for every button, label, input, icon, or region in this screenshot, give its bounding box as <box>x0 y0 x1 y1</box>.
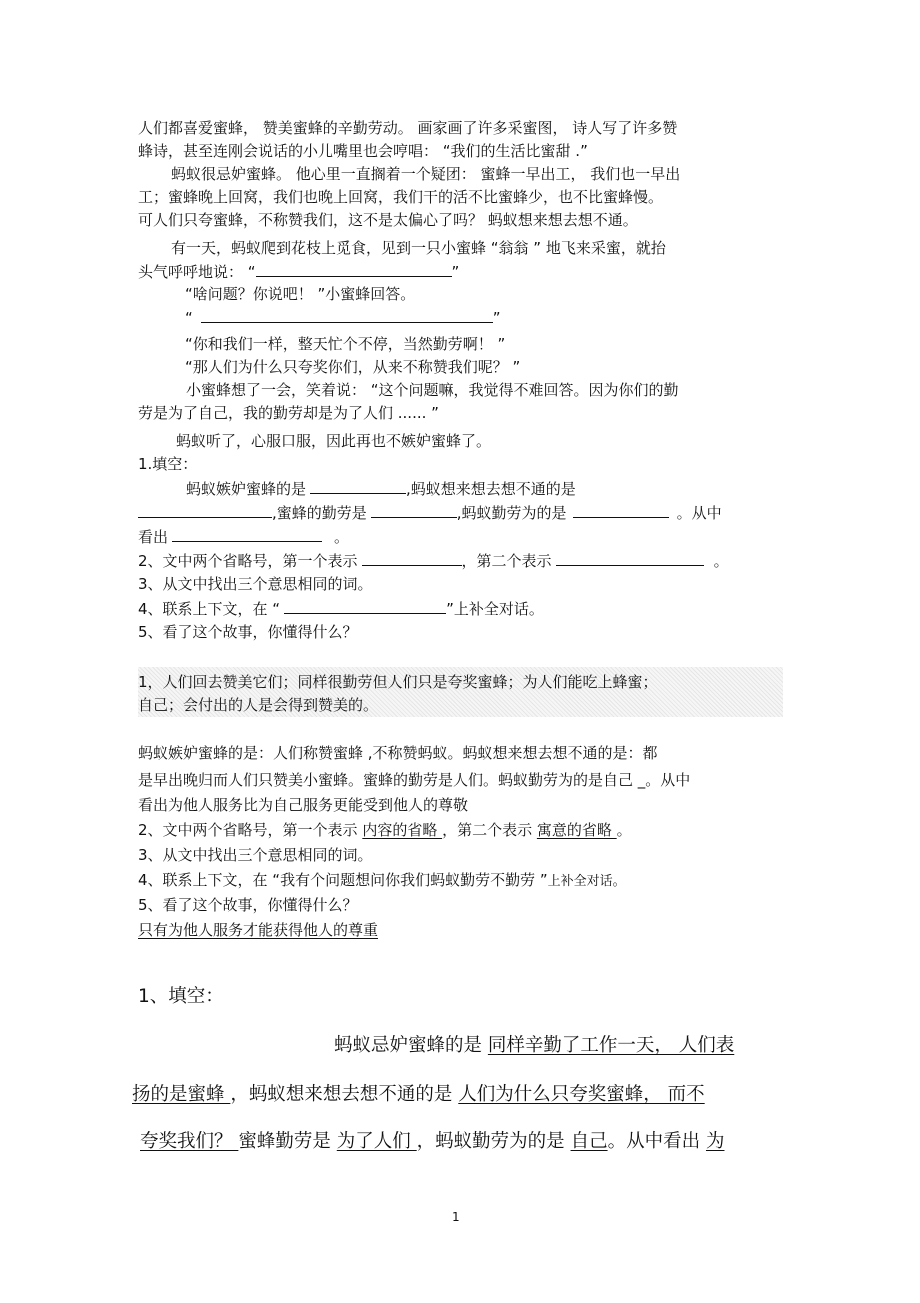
story-text: ” <box>492 309 501 327</box>
question-text: 看出 <box>138 528 169 546</box>
story-line: 人们都喜爱蜜蜂， 赞美蜜蜂的辛勤劳动。 画家画了许多采蜜图， 诗人写了许多赞 <box>138 119 678 137</box>
fill-blank[interactable] <box>371 501 457 518</box>
answer-text: ，蚂蚁想来想去想不通的是 <box>230 1084 459 1105</box>
answer-text: 2、文中两个省略号，第一个表示 <box>138 821 363 839</box>
answer-text: ，蚂蚁勤劳为的是 <box>416 1131 571 1152</box>
story-line <box>138 260 459 283</box>
question-text: 。 <box>713 552 729 570</box>
fill-blank[interactable] <box>138 501 272 518</box>
story-line: 可人们只夸蜜蜂，不称赞我们，这不是太偏心了吗？ 蚂蚁想来想去想不通。 <box>138 211 638 229</box>
question-title: 1.填空： <box>138 455 198 473</box>
question-text: 蚂蚁嫉妒蜜蜂的是 <box>186 480 307 498</box>
answer-underlined: 扬的是蜜蜂 <box>132 1084 231 1105</box>
question-line <box>138 501 722 524</box>
story-line: 工；蜜蜂晚上回窝，我们也晚上回窝，我们干的活不比蜜蜂少，也不比蜜蜂慢。 <box>138 188 664 206</box>
answer-line <box>138 819 632 841</box>
answer-line: 看出为他人服务比为自己服务更能受到他人的尊敬 <box>138 796 469 814</box>
fill-blank[interactable] <box>201 306 493 323</box>
answer-underlined: 人们为什么只夸奖蜜蜂， 而不 <box>458 1084 705 1105</box>
answer-text: 。从中看出 <box>607 1131 706 1152</box>
question-text: 2、文中两个省略号，第一个表示 <box>138 552 358 570</box>
answer-line: 1，人们回去赞美它们；同样很勤劳但人们只是夸奖蜜蜂；为人们能吃上蜂蜜； <box>138 673 658 691</box>
answer-text: 4、联系上下文，在 “我有个问题想问你我们蚂蚁勤劳不勤劳 ” <box>138 871 548 889</box>
story-line: 蚂蚁很忌妒蜜蜂。 他心里一直搁着一个疑团： 蜜蜂一早出工， 我们也一早出 <box>171 165 681 183</box>
question-text: ”上补全对话。 <box>446 600 544 618</box>
story-line: 蚂蚁听了，心服口服，因此再也不嫉妒蜜蜂了。 <box>176 432 492 450</box>
fill-blank[interactable] <box>362 549 462 566</box>
story-line <box>185 306 501 329</box>
question-text: 。从中 <box>676 504 722 522</box>
story-line: “那人们为什么只夸奖你们，从来不称赞我们呢？ ” <box>185 358 521 376</box>
answer-underlined: 只有为他人服务才能获得他人的尊重 <box>138 921 379 939</box>
story-text: “ <box>185 309 193 327</box>
answer-underlined: 内容的省略 <box>362 821 443 839</box>
question-text: ,蜜蜂的勤劳是 <box>272 504 367 522</box>
question-line <box>138 525 349 548</box>
page-number: 1 <box>452 1210 460 1224</box>
answer-underlined: 自己 <box>570 1131 608 1152</box>
answer-text: 。 <box>616 821 632 839</box>
story-line: 劳是为了自己，我的勤劳却是为了人们 ...... ” <box>138 404 439 422</box>
story-text: ” <box>451 263 460 281</box>
answer-line: 5、看了这个故事，你懂得什么？ <box>138 896 358 914</box>
answer-text: 蚂蚁忌妒蜜蜂的是 <box>334 1035 488 1056</box>
story-line: “啥问题？你说吧！ ”小蜜蜂回答。 <box>185 285 416 303</box>
story-line: 蜂诗，甚至连刚会说话的小儿嘴里也会哼唱： “我们的生活比蜜甜 .” <box>138 142 588 160</box>
story-line: “你和我们一样，整天忙个不停，当然勤劳啊！ ” <box>185 335 506 353</box>
answer-underlined: 寓意的省略 <box>536 821 617 839</box>
question-text: ,蚂蚁想来想去想不通的是 <box>406 480 576 498</box>
story-text: 头气呼呼地说： “ <box>138 263 256 281</box>
fill-blank[interactable] <box>284 597 446 614</box>
answer-line: 自己；会付出的人是会得到赞美的。 <box>138 696 379 714</box>
fill-blank[interactable] <box>256 260 452 277</box>
answer-line <box>140 1129 724 1155</box>
fill-blank[interactable] <box>556 549 704 566</box>
answer-underlined: 为 <box>705 1131 725 1152</box>
question-text: 4、联系上下文，在 “ <box>138 600 281 618</box>
fill-blank[interactable] <box>172 525 322 542</box>
answer-text: 蜜蜂勤劳是 <box>238 1131 337 1152</box>
question-text: ，第二个表示 <box>461 552 552 570</box>
question-line <box>138 597 544 620</box>
answer-line <box>334 1033 734 1059</box>
answer-text: 上补全对话。 <box>547 874 626 889</box>
answer-underlined: 同样辛勤了工作一天， 人们表 <box>487 1035 735 1056</box>
section-title: 1、填空： <box>138 986 224 1007</box>
story-line: 有一天，蚂蚁爬到花枝上觅食，见到一只小蜜蜂 “翁翁 ” 地飞来采蜜，就抬 <box>171 239 666 257</box>
answer-line <box>138 869 626 893</box>
answer-line: 3、从文中找出三个意思相同的词。 <box>138 846 373 864</box>
question-line <box>186 477 576 500</box>
fill-blank[interactable] <box>573 501 669 518</box>
answer-text: ，第二个表示 <box>442 821 537 839</box>
question-line: 5、看了这个故事，你懂得什么？ <box>138 623 358 641</box>
answer-underlined: 夸奖我们？ <box>140 1131 239 1152</box>
question-line: 3、从文中找出三个意思相同的词。 <box>138 575 373 593</box>
question-text: 。 <box>334 528 350 546</box>
answer-line <box>138 919 378 941</box>
story-line: 小蜜蜂想了一会，笑着说： “这个问题嘛，我觉得不难回答。因为你们的勤 <box>186 381 679 399</box>
question-line <box>138 549 729 572</box>
answer-underlined: 为了人们 <box>336 1131 417 1152</box>
answer-line: 蚂蚁嫉妒蜜蜂的是：人们称赞蜜蜂 ,不称赞蚂蚁。蚂蚁想来想去想不通的是：都 <box>138 744 658 762</box>
answer-line: 是早出晚归而人们只赞美小蜜蜂。蜜蜂的勤劳是人们。蚂蚁勤劳为的是自己 _。从中 <box>138 771 691 789</box>
fill-blank[interactable] <box>310 477 406 494</box>
question-text: ,蚂蚁勤劳为的是 <box>456 504 567 522</box>
answer-line <box>132 1082 705 1108</box>
